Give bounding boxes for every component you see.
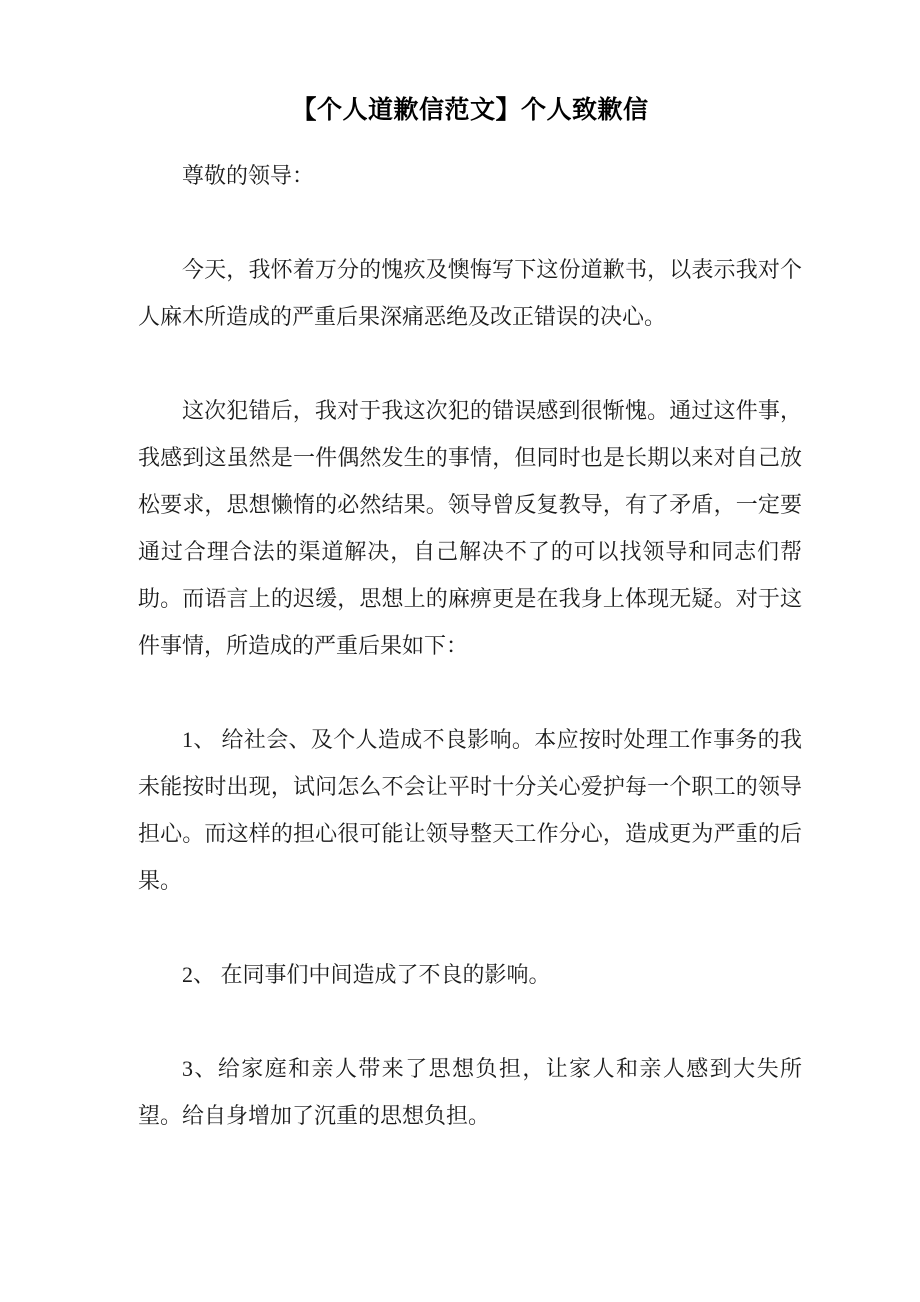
consequence-item-1: 1、 给社会、及个人造成不良影响。本应按时处理工作事务的我未能按时出现，试问怎么不会让平时十分关心爱护每一个职工的领导担心。而这样的担心很可能让领导整天工作分心，造成更为严重的后果。	[138, 727, 802, 893]
consequence-item-3: 3、给家庭和亲人带来了思想负担，让家人和亲人感到大失所望。给自身增加了沉重的思想负担。	[138, 1056, 802, 1128]
paragraph-reflection: 这次犯错后，我对于我这次犯的错误感到很惭愧。通过这件事， 我感到这虽然是一件偶然发生的事情，但同时也是长期以来对自己放 松要求，思想懒惰的必然结果。领导曾反复教导，有了矛盾，一定要 通过合理合法的渠道解决，自己解决不了的可以找领导和同志们帮助。而语言上的迟缓，思想上的麻痹更是在我身上体现无疑。对于这件事情，所造成的严重后果如下：	[138, 398, 808, 658]
document-body	[138, 0, 808, 1139]
page-title: 【个人道歉信范文】个人致歉信	[291, 97, 649, 124]
consequence-item-2: 2、 在同事们中间造成了不良的影响。	[182, 962, 551, 987]
salutation: 尊敬的领导：	[182, 163, 315, 188]
paragraph-apology-statement: 今天，我怀着万分的愧疚及懊悔写下这份道歉书，以表示我对个 人麻木所造成的严重后果深痛恶绝及改正错误的决心。	[138, 257, 808, 329]
